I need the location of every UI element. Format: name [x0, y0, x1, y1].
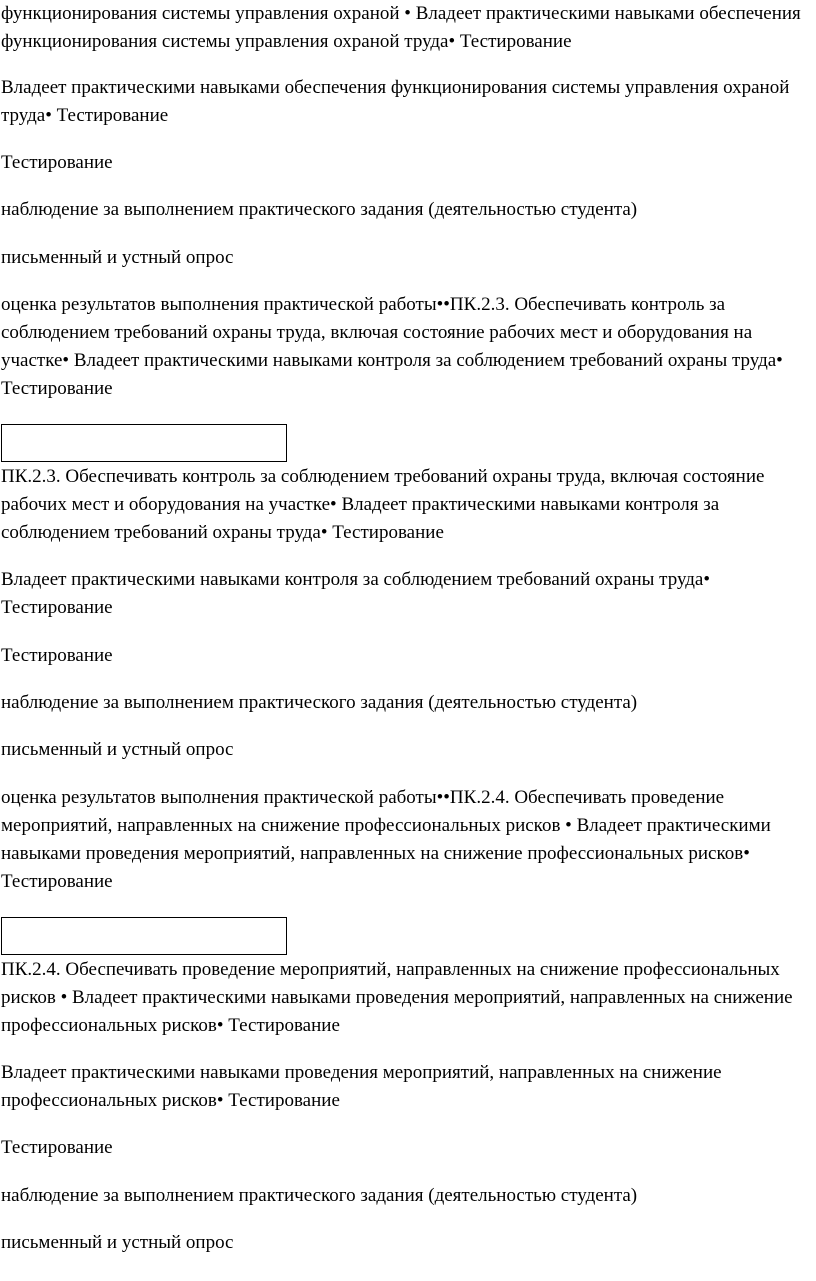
- paragraph-skill-control: Владеет практическими навыками контроля за соблюдением требований охраны труда• Тестирование: [1, 569, 711, 618]
- paragraph-assessment-pk23: оценка результатов выполнения практической работы••ПК.2.3. Обеспечивать контроль за соблюдением требований охраны труда, включая состояние рабочих мест и оборудования на участке• Владеет практическими навыками контроля за соблюдением требований охраны труда• Тестирование: [1, 294, 783, 399]
- paragraph-skill-system: Владеет практическими навыками обеспечения функционирования системы управления охраной труда• Тестирование: [1, 77, 790, 126]
- paragraph-survey: письменный и устный опрос: [1, 739, 234, 760]
- paragraph-pk24: ПК.2.4. Обеспечивать проведение мероприятий, направленных на снижение профессиональных рисков • Владеет практическими навыками проведения мероприятий, направленных на снижение профессиональных рисков• Тестирование: [1, 959, 793, 1036]
- paragraph-assessment-pk24: оценка результатов выполнения практической работы••ПК.2.4. Обеспечивать проведение мероприятий, направленных на снижение профессиональных рисков • Владеет практическими навыками проведения мероприятий, направленных на снижение профессиональных рисков• Тестирование: [1, 787, 771, 892]
- paragraph-observation: наблюдение за выполнением практического задания (деятельностью студента): [1, 199, 638, 220]
- paragraph-testing: Тестирование: [1, 645, 113, 666]
- empty-table-cell: [1, 424, 287, 462]
- paragraph-skill-risks: Владеет практическими навыками проведения мероприятий, направленных на снижение профессиональных рисков• Тестирование: [1, 1062, 722, 1111]
- paragraph-testing: Тестирование: [1, 1137, 113, 1158]
- paragraph-survey: письменный и устный опрос: [1, 247, 234, 268]
- paragraph-pk23: ПК.2.3. Обеспечивать контроль за соблюдением требований охраны труда, включая состояние рабочих мест и оборудования на участке• Владеет практическими навыками контроля за соблюдением требований охраны труда• Тестирование: [1, 466, 765, 543]
- paragraph-system-management: функционирования системы управления охраной • Владеет практическими навыками обеспечения функционирования системы управления охраной труда• Тестирование: [1, 3, 801, 52]
- paragraph-survey: письменный и устный опрос: [1, 1232, 234, 1253]
- paragraph-observation: наблюдение за выполнением практического задания (деятельностью студента): [1, 692, 638, 713]
- paragraph-testing: Тестирование: [1, 152, 113, 173]
- empty-table-cell: [1, 917, 287, 955]
- paragraph-observation: наблюдение за выполнением практического задания (деятельностью студента): [1, 1185, 638, 1206]
